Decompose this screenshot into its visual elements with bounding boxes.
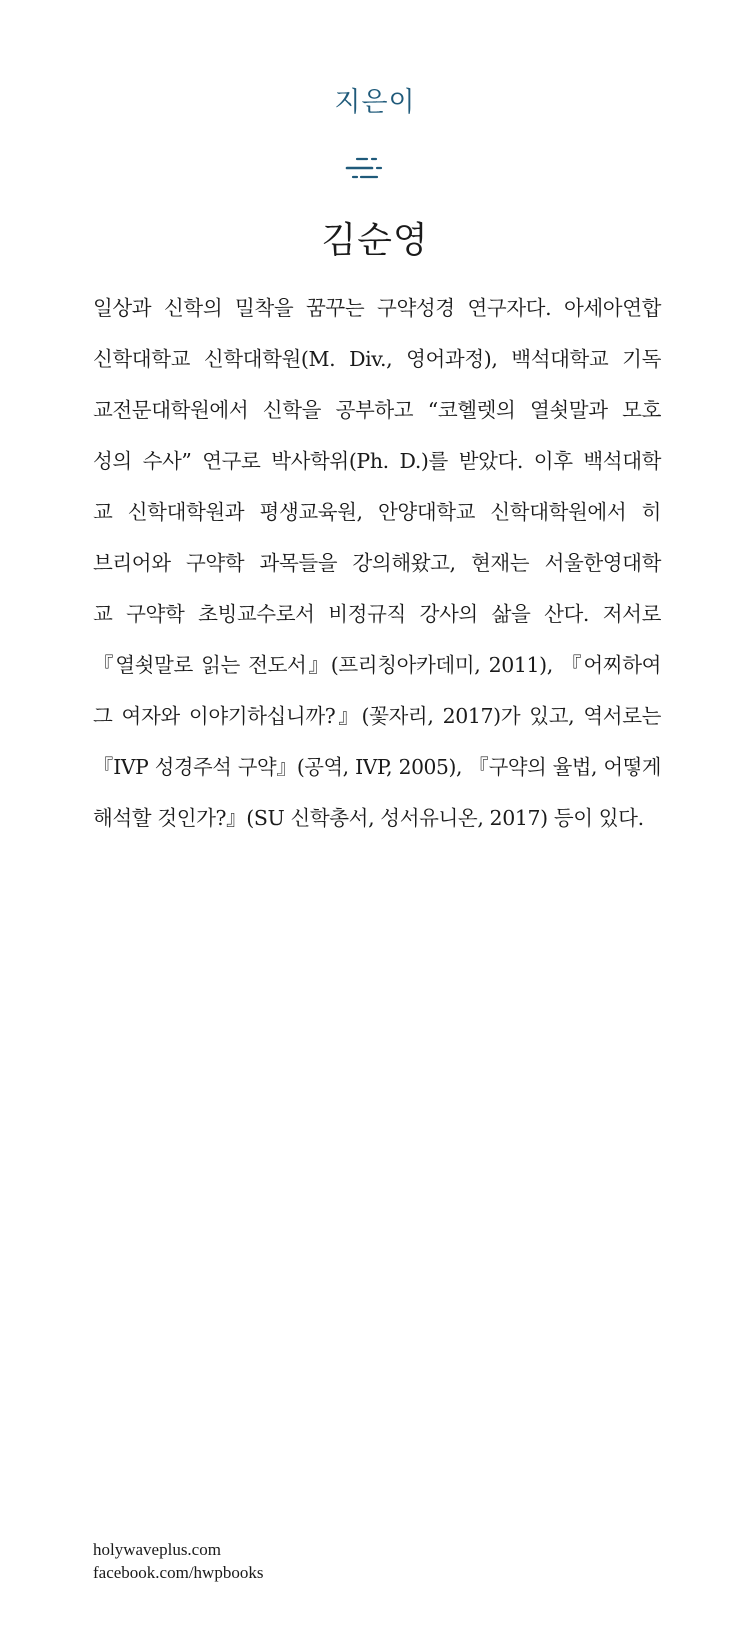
bio-line: 교 구약학 초빙교수로서 비정규직 강사의 삶을 산다. 저서로 bbox=[93, 602, 661, 626]
wave-dashes-ornament-icon bbox=[345, 155, 395, 183]
publisher-links bbox=[93, 1538, 263, 1584]
facebook-link[interactable]: facebook.com/hwpbooks bbox=[93, 1563, 264, 1582]
bio-line: 일상과 신학의 밀착을 꿈꾸는 구약성경 연구자다. 아세아연합 bbox=[93, 296, 661, 320]
bio-line: 브리어와 구약학 과목들을 강의해왔고, 현재는 서울한영대학 bbox=[93, 551, 661, 575]
bio-line: 『IVP 성경주석 구약』(공역, IVP, 2005), 『구약의 율법, 어떻게 bbox=[93, 755, 661, 779]
website-link[interactable]: holywaveplus.com bbox=[93, 1540, 221, 1559]
bio-line: 성의 수사” 연구로 박사학위(Ph. D.)를 받았다. 이후 백석대학 bbox=[93, 449, 661, 473]
bio-line: 신학대학교 신학대학원(M. Div., 영어과정), 백석대학교 기독 bbox=[93, 347, 661, 371]
bio-line: 그 여자와 이야기하십니까?』(꽃자리, 2017)가 있고, 역서로는 bbox=[93, 704, 661, 728]
bio-line: 해석할 것인가?』(SU 신학총서, 성서유니온, 2017) 등이 있다. bbox=[93, 806, 644, 830]
author-bio bbox=[93, 293, 661, 854]
author-name: 김순영 bbox=[321, 220, 429, 261]
bio-line: 교 신학대학원과 평생교육원, 안양대학교 신학대학원에서 히 bbox=[93, 500, 661, 524]
bio-line: 『열쇳말로 읽는 전도서』(프리칭아카데미, 2011), 『어찌하여 bbox=[93, 653, 661, 677]
role-label: 지은이 bbox=[334, 87, 416, 118]
bio-line: 교전문대학원에서 신학을 공부하고 “코헬렛의 열쇳말과 모호 bbox=[93, 398, 661, 422]
